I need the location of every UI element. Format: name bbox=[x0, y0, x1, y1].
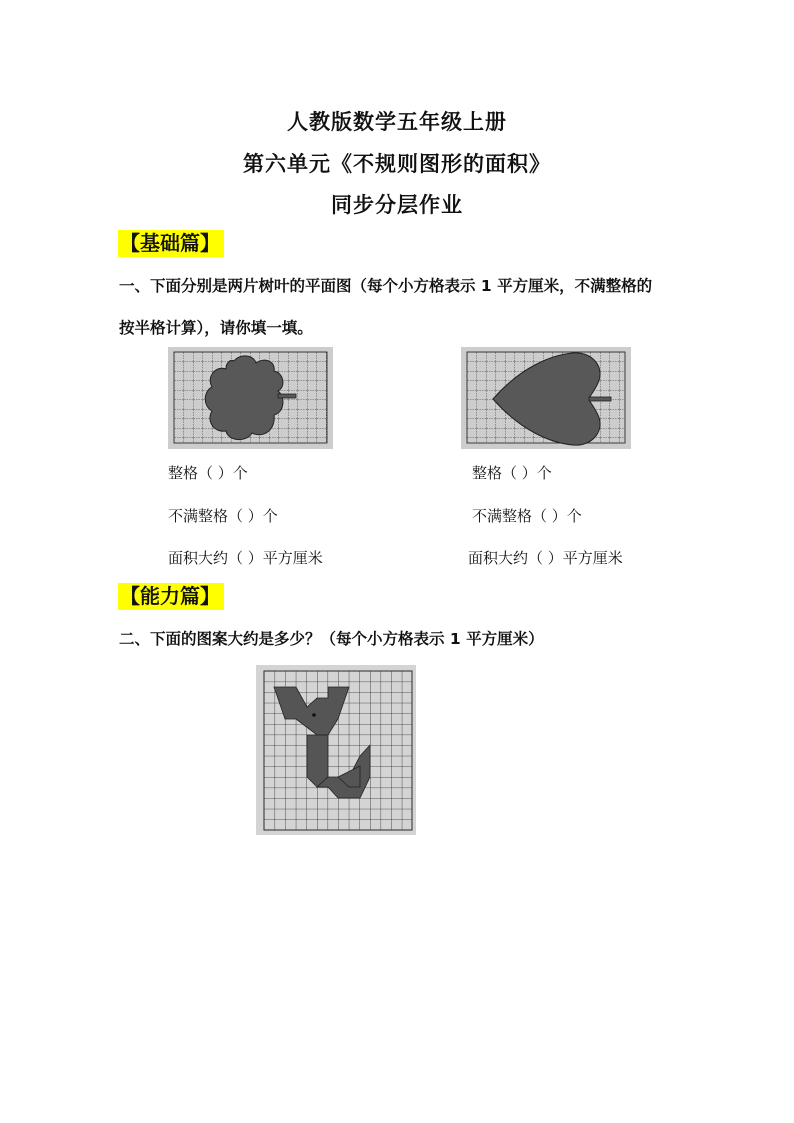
leaf-right-whole-cells[interactable]: 整格（ ）个 bbox=[472, 464, 552, 482]
leaf-left-whole-cells[interactable]: 整格（ ）个 bbox=[168, 464, 248, 482]
worksheet-subtitle: 同步分层作业 bbox=[331, 193, 463, 217]
leaf-right-figure bbox=[461, 347, 631, 449]
leaf-right-area[interactable]: 面积大约（ ）平方厘米 bbox=[468, 549, 623, 567]
section-basic-label: 【基础篇】 bbox=[118, 230, 224, 257]
leaf-left-figure bbox=[168, 347, 333, 449]
leaf-left-area[interactable]: 面积大约（ ）平方厘米 bbox=[168, 549, 323, 567]
unit-title: 第六单元《不规则图形的面积》 bbox=[243, 152, 551, 176]
section-ability-label: 【能力篇】 bbox=[118, 583, 224, 610]
worksheet-title: 人教版数学五年级上册 bbox=[287, 110, 507, 134]
leaf-left-partial-cells[interactable]: 不满整格（ ）个 bbox=[168, 507, 278, 525]
question-1-text-line1: 一、下面分别是两片树叶的平面图（每个小方格表示 1 平方厘米，不满整格的 bbox=[119, 277, 653, 295]
question-2-text: 二、下面的图案大约是多少？（每个小方格表示 1 平方厘米） bbox=[119, 630, 544, 648]
pattern-figure bbox=[256, 665, 416, 835]
leaf-right-partial-cells[interactable]: 不满整格（ ）个 bbox=[472, 507, 582, 525]
question-1-text-line2: 按半格计算），请你填一填。 bbox=[119, 319, 313, 337]
